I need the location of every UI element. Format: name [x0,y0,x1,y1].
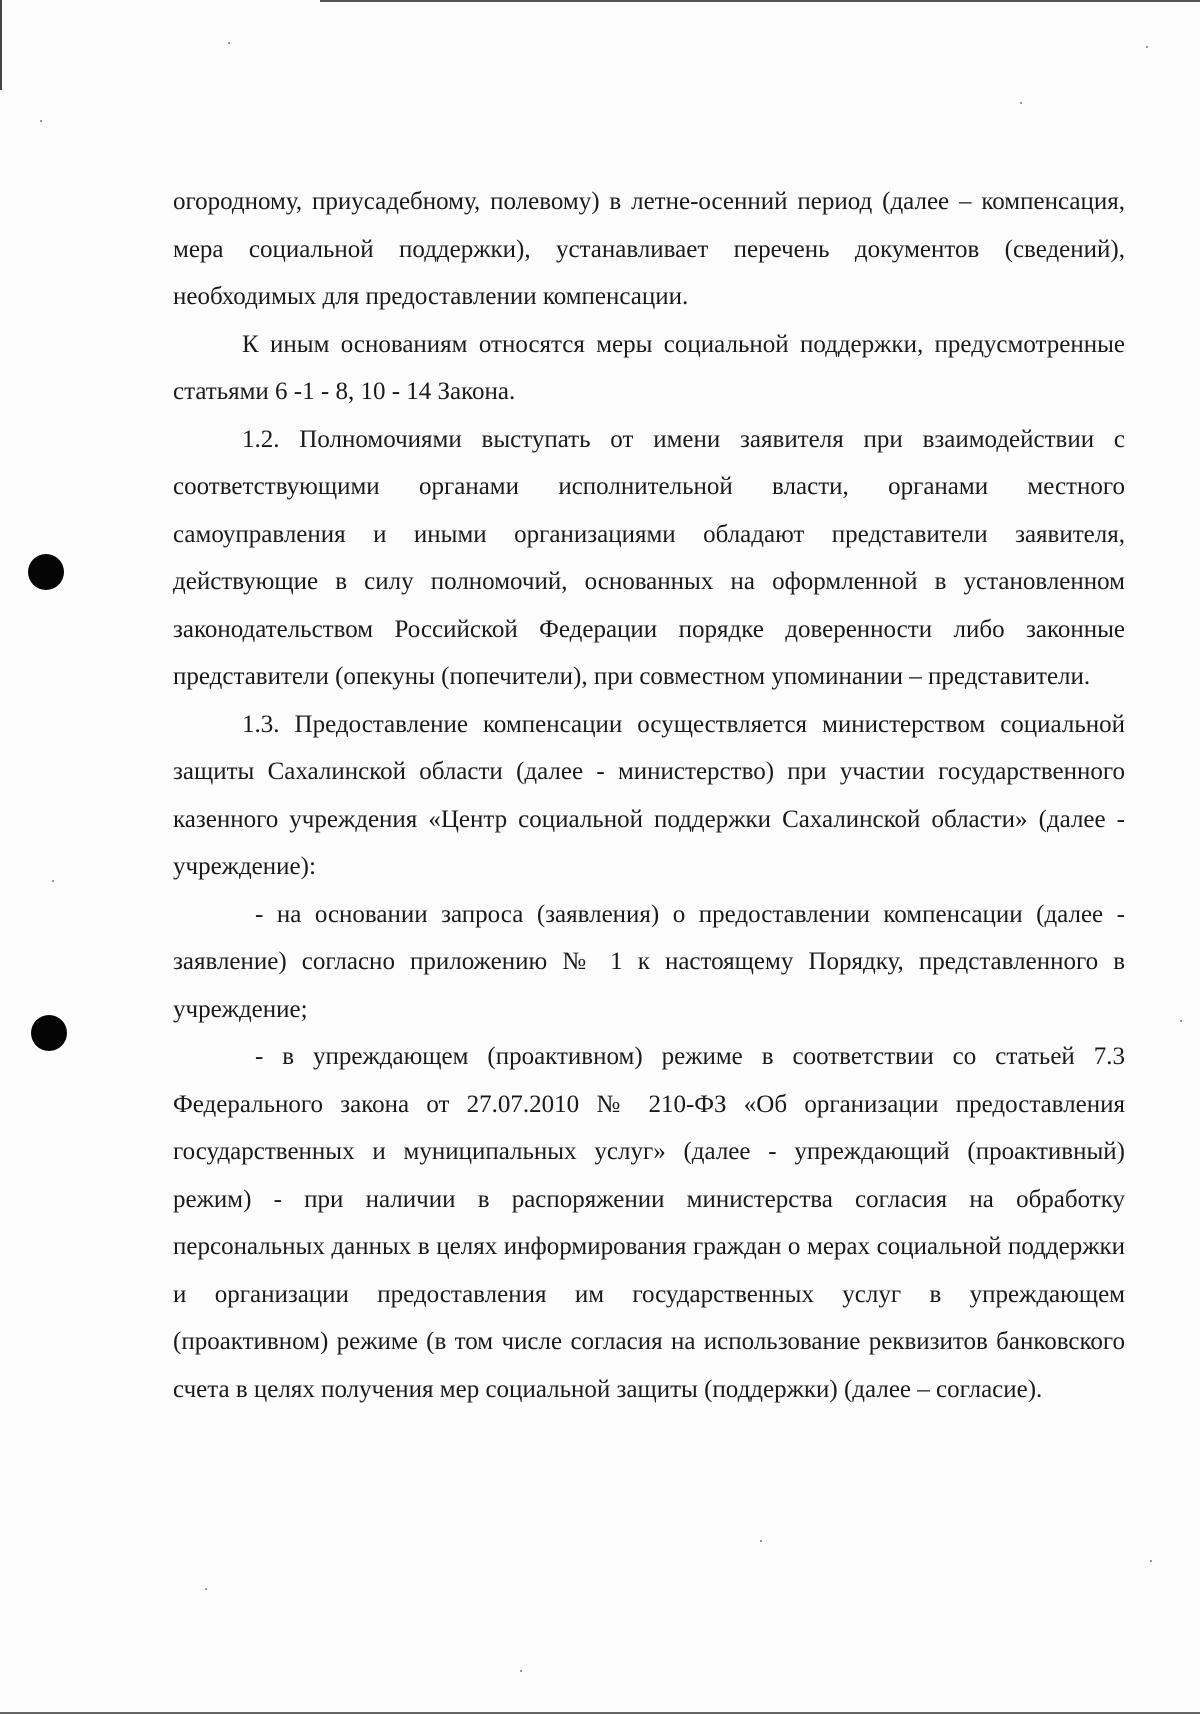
scan-speck [1020,102,1022,104]
scan-speck [228,42,230,44]
scan-speck [1146,46,1148,48]
document-body [173,178,1125,1413]
paragraph-other-grounds: К иным основаниям относятся меры социальной поддержки, предусмотренные статьями 6 -1 - 8, 10 - 14 Закона. [173,330,1125,405]
punch-hole-mark [28,554,64,590]
scan-speck [40,120,42,122]
scan-left-edge [0,0,2,90]
scan-speck [1150,1560,1152,1562]
scan-bottom-edge [0,1712,1200,1714]
paragraph-1-3: 1.3. Предоставление компенсации осуществляется министерством социальной защиты Сахалинской области (далее - министерство) при участии государственного казенного учреждения «Центр социальной поддержки Сахалинской области» (далее - учреждение): [173,710,1125,880]
list-item-application: - на основании запроса (заявления) о предоставлении компенсации (далее - заявление) согласно приложению № 1 к настоящему Порядку, представленного в учреждение; [173,900,1125,1023]
scan-speck [1180,1020,1182,1022]
scan-speck [520,1670,522,1672]
scan-top-edge [320,0,1200,2]
paragraph-continuation: огородному, приусадебному, полевому) в летне-осенний период (далее – компенсация, мера социальной поддержки), устанавливает перечень документов (сведений), необходимых для предоставлении компенсации. [173,188,1125,310]
punch-hole-mark [31,1015,67,1051]
paragraph-1-2: 1.2. Полномочиями выступать от имени заявителя при взаимодействии с соответствующими органами исполнительной власти, органами местного самоуправления и иными организациями обладают представители заявителя, действующие в силу полномочий, основанных на оформленной в установленном законодательством Российской Федерации порядке доверенности либо законные представители (опекуны (попечители), при совместном упоминании – представители. [173,425,1125,690]
scan-speck [52,880,54,882]
list-item-proactive: - в упреждающем (проактивном) режиме в соответствии со статьей 7.3 Федерального закона от 27.07.2010 № 210-ФЗ «Об организации предоставления государственных и муниципальных услуг» (далее - упреждающий (проактивный) режим) - при наличии в распоряжении министерства согласия на обработку персональных данных в целях информирования граждан о мерах социальной поддержки и организации предоставления им государственных услуг в упреждающем (проактивном) режиме (в том числе согласия на использование реквизитов банковского счета в целях получения мер социальной защиты (поддержки) (далее – согласие). [173,1043,1125,1403]
scan-speck [760,1540,762,1542]
scan-speck [205,1588,207,1590]
